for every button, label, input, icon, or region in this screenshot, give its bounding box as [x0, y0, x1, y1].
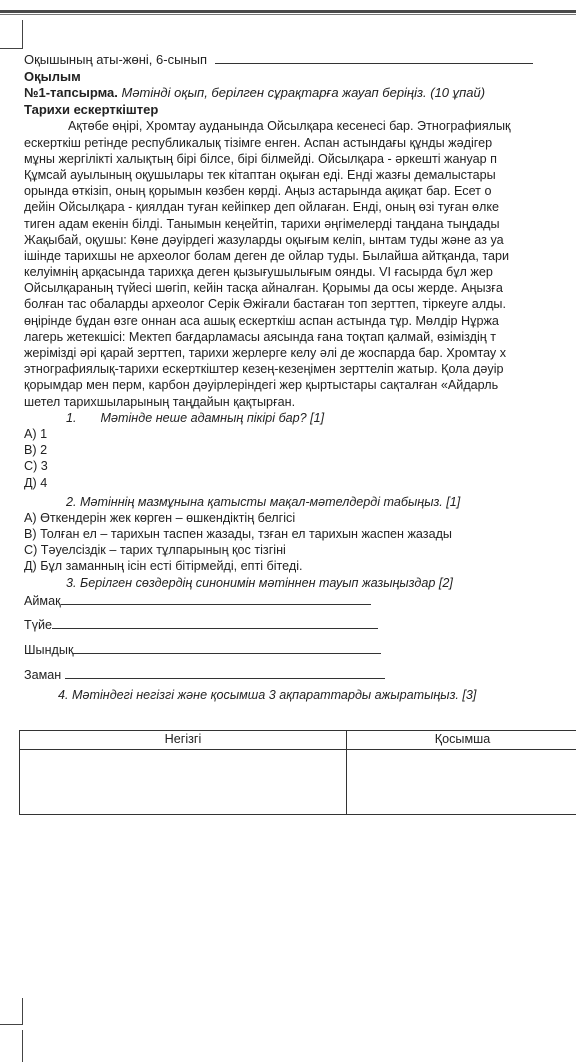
- synonym-row: [24, 668, 576, 687]
- page-corner-top: [0, 20, 23, 49]
- question-2: 2. Мәтіннің мазмұнына қатысты мақал-мәтелдерді табыңыз. [1]: [66, 494, 461, 509]
- passage-line: келуімнің арқасында тарихқа деген қызығушылығым оянды. VI ғасырда бұл жер: [24, 265, 493, 280]
- synonym-row: [24, 594, 576, 618]
- main-info-header: Негізгі: [20, 731, 347, 750]
- passage-line: Ойсылқараның түйесі шөгіп, кейін тасқа айналған. Қорымы да осы жерде. Аңызға: [24, 281, 503, 296]
- worksheet: [24, 52, 576, 703]
- page-edge-bottom: [22, 1030, 23, 1062]
- synonym-row: [24, 618, 576, 643]
- additional-info-header: Қосымша: [347, 731, 576, 750]
- synonym-answer-field[interactable]: [65, 668, 385, 679]
- student-name-line: [24, 52, 576, 69]
- student-name-label: Оқышының аты-жөні, 6-сынып: [24, 52, 207, 67]
- synonym-row: [24, 643, 576, 668]
- information-table: [19, 730, 576, 815]
- question-2-option[interactable]: Д) Бұл заманның ісін есті бітірмейді, епті бітеді.: [24, 559, 303, 574]
- question-1-option[interactable]: С) 3: [24, 459, 48, 474]
- passage-line: болған тас обаларды археолог Серік Әжіғали бастаған топ зерттеп, тіркеуге алды.: [24, 297, 506, 312]
- additional-info-cell[interactable]: [347, 750, 576, 815]
- reading-passage: [24, 118, 576, 409]
- passage-line: шетел тарихшыларының таңдайын қақтырған.: [24, 394, 296, 409]
- question-3: 3. Берілген сөздердің синонимін мәтіннен тауып жазыңыздар [2]: [66, 575, 453, 590]
- text-title: Тарихи ескерткіштер: [24, 101, 159, 117]
- synonym-answer-field[interactable]: [52, 618, 378, 629]
- question-1-number: 1.: [66, 410, 77, 425]
- synonym-word: Шындық: [24, 642, 74, 657]
- page-corner-bottom: [0, 998, 23, 1025]
- subject-heading: Оқылым: [24, 68, 81, 84]
- task-number: №1-тапсырма.: [24, 85, 118, 101]
- passage-line: тиген адам екенін білді. Танымын кеңейтіп, тарихи әңгімелерді таңдана тыңдады: [24, 216, 500, 231]
- passage-line: дейін Ойсылқара - қиялдан туған кейіпкер деп ойлаған. Енді, оның өзі туған өлке: [24, 200, 500, 215]
- passage-line: лагерь жетекшісі: Мектеп бағдарламасы аясында ғана тоқтап қалмай, өзіміздің т: [24, 329, 497, 344]
- question-1-option[interactable]: Д) 4: [24, 475, 48, 490]
- passage-line: орында өткізіп, оның қорымын көзбен көрді. Аңыз астарында ақиқат бар. Есет о: [24, 184, 492, 199]
- student-name-field[interactable]: [215, 53, 533, 64]
- passage-line: Ақтөбе өңірі, Хромтау ауданында Ойсылқара кесенесі бар. Этнографиялық: [68, 119, 511, 134]
- passage-line: этнографиялық-тарихи ескерткіштер кезең-кезеңімен зерттеліп жатыр. Қола дәуір: [24, 362, 504, 377]
- question-2-option[interactable]: С) Тәуелсіздік – тарих тұлпарының қос тізгіні: [24, 543, 286, 558]
- main-info-cell[interactable]: [20, 750, 347, 815]
- question-2-option[interactable]: А) Өткендерін жек көрген – өшкендіктің белгісі: [24, 510, 296, 525]
- question-1-option[interactable]: А) 1: [24, 426, 48, 441]
- passage-line: Құмсай ауылының оқушылары тек кітаптан оқыған еді. Енді жазғы демалыстары: [24, 167, 496, 182]
- passage-line: ішінде тарихшы не археолог болам деген де ойлар туды. Былайша айтқанда, тари: [24, 248, 510, 263]
- passage-line: қорымдар мен перм, карбон дәуірлеріндегі жер қыртыстары сақталған «Айдарль: [24, 378, 499, 393]
- passage-line: ескерткіш ретінде республикалық тізімге енген. Аспан астындағы құнды жәдігер: [24, 135, 493, 150]
- synonym-word: Заман: [24, 667, 65, 682]
- passage-line: жерімізді әрі қарай зерттеп, тарихи жерлерге келу әлі де жоспарда бар. Хромтау х: [24, 346, 507, 360]
- question-1: [24, 410, 576, 426]
- question-4: 4. Мәтіндегі негізгі және қосымша 3 ақпараттарды ажыратыңыз. [3]: [58, 687, 477, 702]
- passage-line: Жақыбай, оқушы: Көне дәуірдегі жазуларды оқығым келіп, ынтам туды және аз уа: [24, 232, 504, 247]
- question-2-option[interactable]: В) Толған ел – тарихын таспен жазады, тзған ел тарихын жаспен жазады: [24, 527, 452, 542]
- passage-line: мұны жергілікті халықтың бірі білсе, бірі білмейді. Ойсылқара - әркешті жануар п: [24, 151, 497, 166]
- task-instruction: Мәтінді оқып, берілген сұрақтарға жауап беріңіз. (10 ұпай): [117, 85, 486, 101]
- top-rule: [0, 10, 576, 13]
- synonym-answer-field[interactable]: [61, 594, 371, 605]
- task-heading: [24, 85, 576, 102]
- synonym-answer-field[interactable]: [73, 643, 381, 654]
- question-1-option[interactable]: В) 2: [24, 443, 48, 458]
- question-1-text: Мәтінде неше адамның пікірі бар? [1]: [100, 410, 325, 425]
- synonym-word: Аймақ: [24, 593, 61, 608]
- synonym-word: Түйе: [24, 617, 53, 632]
- top-rule-thin: [0, 14, 576, 15]
- passage-line: өңірінде бұдан өзге оннан аса ашық ескерткіш аспан астында тұр. Мөлдір Нұржа: [24, 313, 499, 328]
